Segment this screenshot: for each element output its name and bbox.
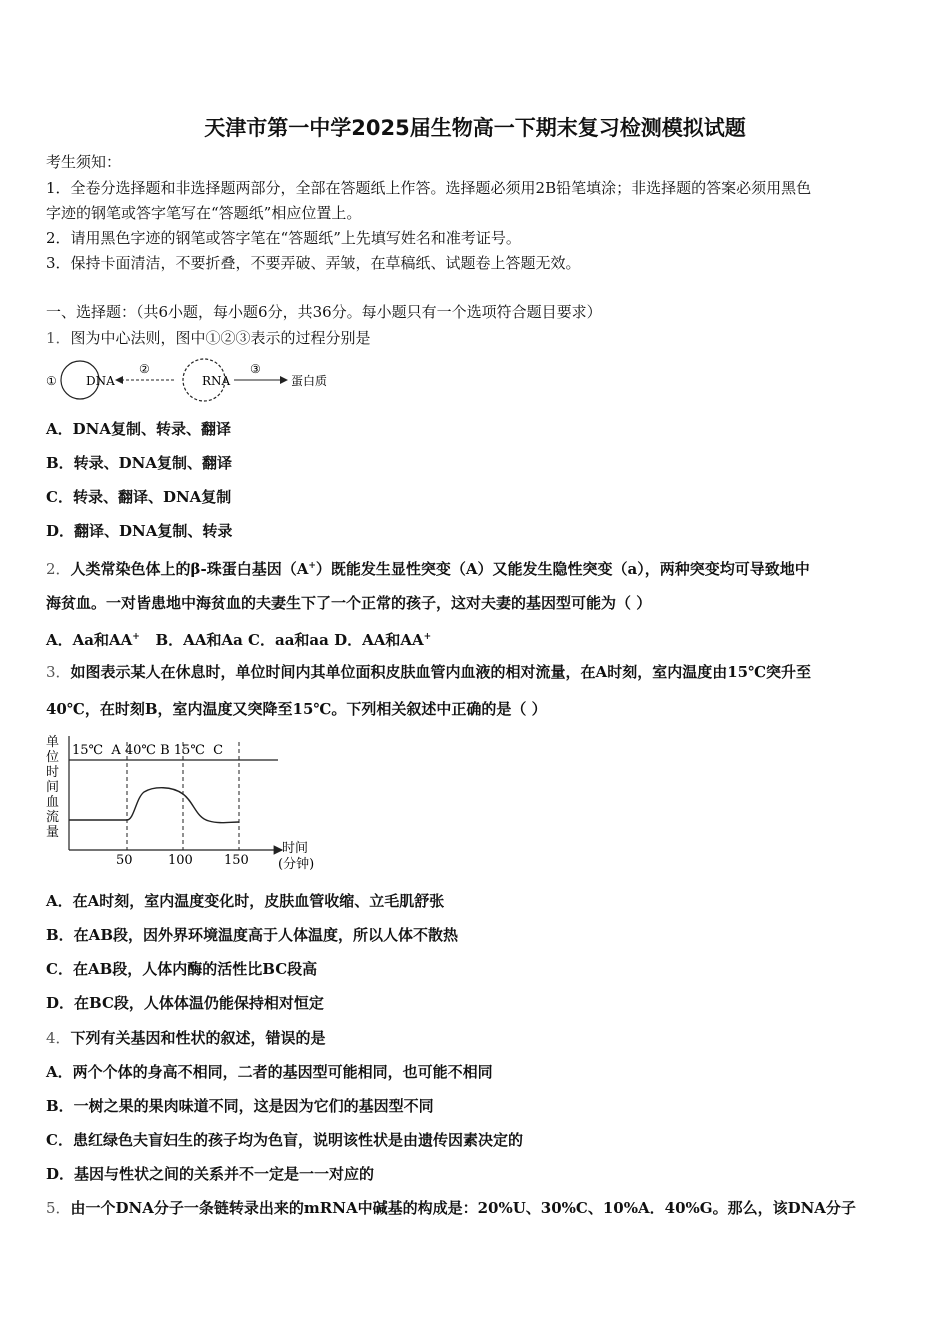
option-c: C．在AB段，人体内酶的活性比BC段高: [46, 960, 318, 978]
blood-flow-chart: [44, 732, 344, 874]
question-text: 图为中心法则，图中①②③表示的过程分别是: [70, 329, 371, 347]
x-tick: 100: [168, 853, 193, 868]
question-5-stem: [46, 1198, 906, 1218]
question-1-stem: [46, 328, 906, 348]
section-heading: 一、选择题：（共6小题，每小题6分，共36分。每小题只有一个选项符合题目要求）: [46, 303, 602, 321]
notice-item: 3．保持卡面清洁，不要折叠，不要弄破、弄皱，在草稿纸、试题卷上答题无效。: [46, 254, 581, 272]
option-b: B．转录、DNA复制、翻译: [46, 454, 233, 472]
temperature-label: 15℃ A 40℃ B 15℃ C: [72, 743, 224, 758]
y-label-char: 位: [46, 750, 60, 765]
y-label-char: 流: [46, 810, 60, 825]
rna-label: RNA: [202, 374, 231, 388]
option-a: A．DNA复制、转录、翻译: [46, 420, 231, 438]
question-number: 3．: [46, 663, 71, 681]
central-dogma-diagram: [44, 356, 344, 402]
superscript: +: [132, 632, 140, 642]
label-2: ②: [139, 362, 150, 376]
y-label-char: 量: [46, 825, 60, 840]
x-tick: 150: [224, 853, 249, 868]
option-b: B．在AB段，因外界环境温度高于人体温度，所以人体不散热: [46, 926, 458, 944]
superscript: +: [423, 632, 432, 642]
question-2-line2: 海贫血。一对皆患地中海贫血的夫妻生下了一个正常的孩子，这对夫妻的基因型可能为（ ）: [46, 594, 652, 612]
options-bcd: B．AA和Aa C．aa和aa D．AA和AA: [155, 631, 424, 649]
notice-item: 字迹的钢笔或答字笔写在“答题纸”相应位置上。: [46, 204, 362, 222]
question-4-stem: [46, 1028, 906, 1048]
question-2-stem: [46, 556, 906, 579]
label-1: ①: [46, 374, 57, 388]
y-label-char: 单: [46, 735, 60, 750]
dna-label: DNA: [86, 374, 115, 388]
y-label-char: 间: [46, 780, 60, 795]
question-text: ）既能发生显性突变（A）又能发生隐性突变（a），两种突变均可导致地中: [315, 560, 810, 578]
notice-item: 1．全卷分选择题和非选择题两部分，全部在答题纸上作答。选择题必须用2B铅笔填涂；非选择题的答案必须用黑色: [46, 179, 812, 197]
y-label-char: 血: [46, 795, 60, 810]
question-number: 5．: [46, 1199, 71, 1217]
option-a: A．两个个体的身高不相同，二者的基因型可能相同，也可能不相同: [46, 1063, 493, 1081]
question-text: 人类常染色体上的β-珠蛋白基因（A: [70, 560, 309, 578]
option-c: C．患红绿色夫盲妇生的孩子均为色盲，说明该性状是由遗传因素决定的: [46, 1131, 523, 1149]
x-tick: 50: [116, 853, 133, 868]
label-3: ③: [250, 362, 261, 376]
question-number: 2．: [46, 560, 71, 578]
question-2-options: [46, 627, 906, 650]
x-axis-label: 时间: [282, 841, 309, 856]
protein-label: 蛋白质: [291, 374, 328, 388]
question-3-line2: 40℃，在时刻B，室内温度又突降至15℃。下列相关叙述中正确的是（ ）: [46, 700, 547, 718]
question-3-stem: [46, 662, 906, 682]
option-a: A．Aa和AA: [46, 631, 133, 649]
notice-item: 2．请用黑色字迹的钢笔或答字笔在“答题纸”上先填写姓名和准考证号。: [46, 229, 521, 247]
question-text: 如图表示某人在休息时，单位时间内其单位面积皮肤血管内血液的相对流量，在A时刻，室内温度由15℃突升至: [70, 663, 812, 681]
y-label-char: 时: [46, 765, 60, 780]
option-b: B．一树之果的果肉味道不同，这是因为它们的基因型不同: [46, 1097, 434, 1115]
question-text: 下列有关基因和性状的叙述，错误的是: [70, 1029, 326, 1047]
blood-flow-curve: [69, 788, 239, 823]
option-c: C．转录、翻译、DNA复制: [46, 488, 232, 506]
question-number: 4．: [46, 1029, 71, 1047]
x-axis-unit: (分钟): [278, 857, 315, 872]
question-text: 由一个DNA分子一条链转录出来的mRNA中碱基的构成是：20%U、30%C、10%A．40%G。那么，该DNA分子: [70, 1199, 856, 1217]
option-a: A．在A时刻，室内温度变化时，皮肤血管收缩、立毛肌舒张: [46, 892, 445, 910]
question-number: 1．: [46, 329, 71, 347]
option-d: D．翻译、DNA复制、转录: [46, 522, 233, 540]
option-d: D．基因与性状之间的关系并不一定是一一对应的: [46, 1165, 375, 1183]
notice-heading: 考生须知：: [46, 153, 122, 171]
page-title: 天津市第一中学2025届生物高一下期末复习检测模拟试题: [204, 116, 746, 140]
option-d: D．在BC段，人体体温仍能保持相对恒定: [46, 994, 324, 1012]
superscript: +: [308, 561, 316, 571]
